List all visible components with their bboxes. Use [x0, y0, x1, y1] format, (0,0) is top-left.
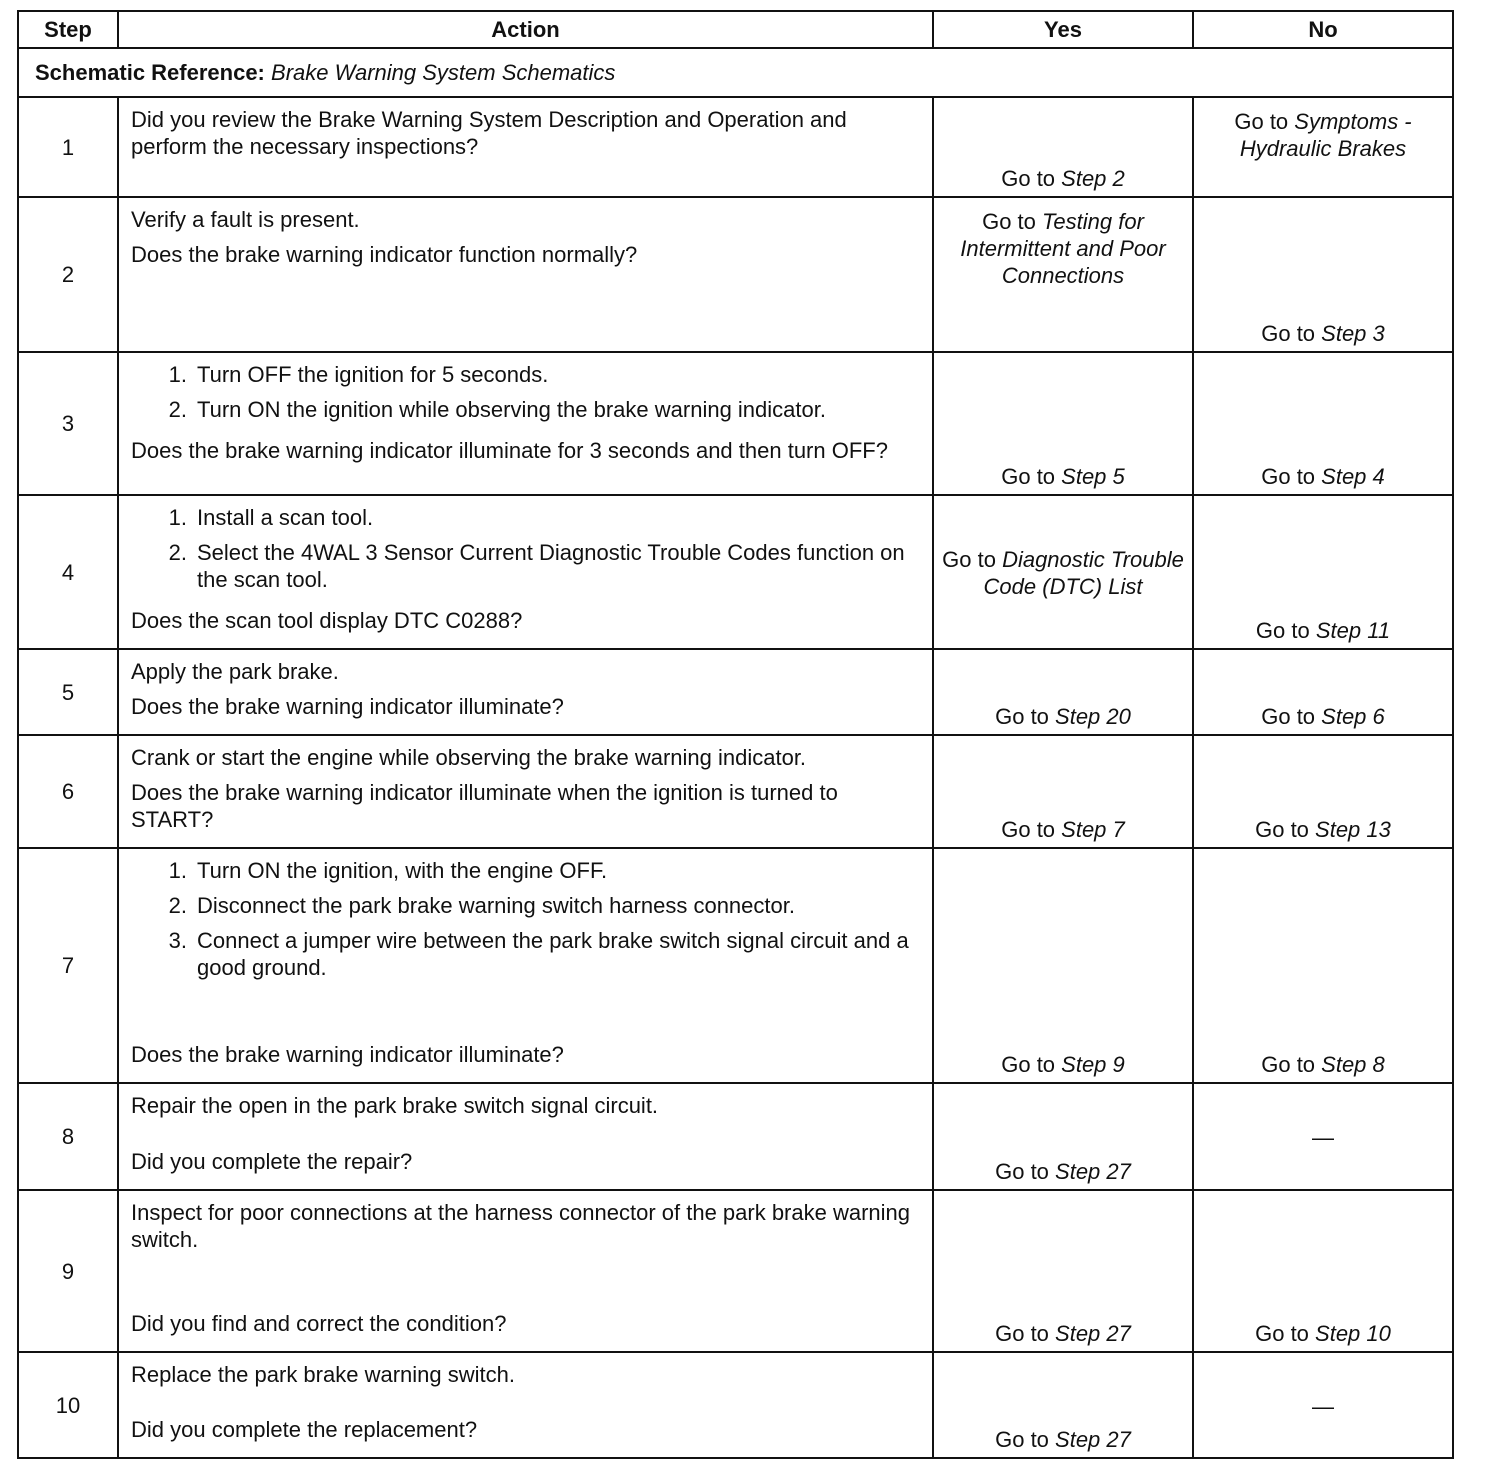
goto-link[interactable]: Diagnostic Trouble Code (DTC) List — [983, 547, 1184, 599]
yes-cell — [933, 495, 1193, 649]
step-number: 1 — [18, 97, 118, 197]
yes-result-text — [938, 546, 1188, 600]
action-step-text: Disconnect the park brake warning switch harness connector. — [197, 893, 795, 918]
no-result-text — [1198, 1320, 1448, 1347]
action-cell — [118, 848, 933, 1083]
action-text: Apply the park brake. — [131, 659, 339, 684]
no-cell — [1193, 197, 1453, 352]
yes-result[interactable] — [934, 98, 1192, 196]
goto-prefix: Go to — [1255, 618, 1316, 643]
yes-result[interactable] — [934, 1353, 1192, 1457]
step-number: 8 — [18, 1083, 118, 1190]
goto-prefix: Go to — [942, 547, 1003, 572]
goto-link[interactable]: Step 11 — [1315, 618, 1391, 643]
yes-result-text — [938, 208, 1188, 289]
table-row — [18, 1352, 1453, 1458]
goto-link[interactable]: Step 13 — [1315, 817, 1391, 842]
action-content — [119, 496, 932, 648]
action-text: Did you review the Brake Warning System Description and Operation and perform the necessary inspections? — [131, 107, 847, 159]
action-content — [119, 98, 932, 196]
step-number: 6 — [18, 735, 118, 848]
action-text: Inspect for poor connections at the harness connector of the park brake warning switch. — [131, 1200, 911, 1252]
yes-cell — [933, 735, 1193, 848]
action-content — [119, 1353, 932, 1457]
action-step — [131, 539, 922, 593]
schematic-link[interactable]: Brake Warning System Schematics — [271, 60, 616, 85]
yes-result-text — [938, 165, 1188, 192]
action-steps-list — [131, 857, 922, 989]
action-step-number: 1. — [168, 858, 187, 883]
no-result[interactable] — [1194, 496, 1452, 648]
action-content — [119, 736, 932, 847]
action-content — [119, 1084, 932, 1189]
yes-result-text — [938, 1320, 1188, 1347]
no-result — [1194, 1353, 1452, 1457]
goto-link[interactable]: Step 27 — [1055, 1427, 1131, 1452]
goto-link[interactable]: Step 5 — [1061, 464, 1125, 489]
action-content — [119, 650, 932, 734]
action-cell — [118, 1083, 933, 1190]
action-question: Did you complete the repair? — [131, 1149, 413, 1174]
action-step-text: Turn ON the ignition while observing the brake warning indicator. — [197, 397, 826, 422]
action-step — [131, 927, 922, 981]
table-row — [18, 1083, 1453, 1190]
step-number: 7 — [18, 848, 118, 1083]
yes-result-text — [938, 1426, 1188, 1453]
goto-prefix: Go to — [1255, 1321, 1316, 1346]
goto-prefix: Go to — [1261, 464, 1322, 489]
yes-result-text — [938, 463, 1188, 490]
goto-prefix: Go to — [1234, 109, 1295, 134]
action-cell — [118, 352, 933, 495]
goto-link[interactable]: Symptoms - Hydraulic Brakes — [1239, 109, 1412, 161]
header-no: No — [1193, 11, 1453, 48]
no-cell — [1193, 735, 1453, 848]
goto-prefix: Go to — [1255, 817, 1316, 842]
step-number: 10 — [18, 1352, 118, 1458]
goto-link[interactable]: Step 10 — [1315, 1321, 1391, 1346]
goto-prefix: Go to — [1001, 166, 1062, 191]
no-result — [1194, 1084, 1452, 1189]
action-question: Does the brake warning indicator illuminate for 3 seconds and then turn OFF? — [131, 438, 888, 463]
action-question: Does the brake warning indicator illuminate? — [131, 1042, 564, 1067]
no-result-text — [1198, 463, 1448, 490]
yes-result[interactable] — [934, 198, 1192, 351]
action-step-text: Select the 4WAL 3 Sensor Current Diagnostic Trouble Codes function on the scan tool. — [197, 540, 905, 592]
action-step-number: 1. — [168, 362, 187, 387]
action-content — [119, 849, 932, 1082]
action-text: Replace the park brake warning switch. — [131, 1362, 515, 1387]
goto-link[interactable]: Step 7 — [1061, 817, 1125, 842]
no-result[interactable] — [1194, 198, 1452, 351]
goto-link[interactable]: Testing for Intermittent and Poor Connections — [960, 209, 1166, 288]
action-step — [131, 361, 922, 388]
yes-cell — [933, 97, 1193, 197]
yes-cell — [933, 352, 1193, 495]
action-text: Does the brake warning indicator function normally? — [131, 242, 638, 267]
action-steps-list — [131, 504, 922, 601]
yes-result-text — [938, 1051, 1188, 1078]
goto-prefix: Go to — [1261, 704, 1322, 729]
no-result[interactable] — [1194, 1191, 1452, 1351]
goto-prefix: Go to — [1001, 817, 1062, 842]
header-step: Step — [18, 11, 118, 48]
schematic-reference-row — [18, 48, 1453, 97]
table-row — [18, 848, 1453, 1083]
yes-cell — [933, 649, 1193, 735]
table-row — [18, 495, 1453, 649]
no-result-text — [1198, 320, 1448, 347]
action-question: Does the brake warning indicator illuminate when the ignition is turned to START? — [131, 780, 838, 832]
action-cell — [118, 649, 933, 735]
action-text: Verify a fault is present. — [131, 207, 360, 232]
action-text: Repair the open in the park brake switch signal circuit. — [131, 1093, 659, 1118]
yes-cell — [933, 1083, 1193, 1190]
step-number: 3 — [18, 352, 118, 495]
table-row — [18, 97, 1453, 197]
action-content — [119, 353, 932, 494]
schematic-reference — [18, 48, 1453, 97]
goto-prefix: Go to — [995, 1427, 1056, 1452]
no-result[interactable] — [1194, 736, 1452, 847]
no-cell — [1193, 1190, 1453, 1352]
step-number: 5 — [18, 649, 118, 735]
yes-result[interactable] — [934, 496, 1192, 648]
yes-cell — [933, 1352, 1193, 1458]
diagnostic-table — [17, 10, 1454, 1459]
no-result-text — [1198, 816, 1448, 843]
no-result-text — [1198, 1124, 1448, 1151]
yes-result-text — [938, 1158, 1188, 1185]
action-cell — [118, 97, 933, 197]
yes-result-text — [938, 703, 1188, 730]
no-result-text — [1198, 703, 1448, 730]
action-step — [131, 504, 922, 531]
header-yes: Yes — [933, 11, 1193, 48]
goto-link[interactable]: Step 8 — [1321, 1052, 1385, 1077]
no-action-dash: — — [1312, 1125, 1334, 1150]
no-result-text — [1198, 617, 1448, 644]
yes-result[interactable] — [934, 736, 1192, 847]
goto-link[interactable]: Step 20 — [1055, 704, 1131, 729]
yes-cell — [933, 1190, 1193, 1352]
action-content — [119, 198, 932, 351]
yes-result[interactable] — [934, 849, 1192, 1082]
goto-prefix: Go to — [995, 704, 1056, 729]
goto-link[interactable]: Step 2 — [1061, 166, 1125, 191]
goto-link[interactable]: Step 6 — [1321, 704, 1385, 729]
table-row — [18, 197, 1453, 352]
yes-result[interactable] — [934, 1191, 1192, 1351]
goto-prefix: Go to — [1001, 1052, 1062, 1077]
goto-link[interactable]: Step 9 — [1061, 1052, 1125, 1077]
table-row — [18, 1190, 1453, 1352]
goto-link[interactable]: Step 27 — [1055, 1159, 1131, 1184]
action-cell — [118, 735, 933, 848]
action-step — [131, 857, 922, 884]
no-cell — [1193, 848, 1453, 1083]
no-cell — [1193, 352, 1453, 495]
no-result-text — [1198, 108, 1448, 162]
no-cell — [1193, 649, 1453, 735]
action-step — [131, 396, 922, 423]
header-row — [18, 11, 1453, 48]
action-step-number: 3. — [168, 928, 187, 953]
action-step-number: 2. — [168, 397, 187, 422]
no-result-text — [1198, 1051, 1448, 1078]
action-step-text: Install a scan tool. — [197, 505, 374, 530]
no-cell — [1193, 1083, 1453, 1190]
action-content — [119, 1191, 932, 1351]
goto-prefix: Go to — [995, 1321, 1056, 1346]
yes-result-text — [938, 816, 1188, 843]
goto-link[interactable]: Step 3 — [1321, 321, 1385, 346]
action-step — [131, 892, 922, 919]
step-number: 4 — [18, 495, 118, 649]
no-cell — [1193, 1352, 1453, 1458]
goto-prefix: Go to — [1261, 1052, 1322, 1077]
step-number: 2 — [18, 197, 118, 352]
yes-cell — [933, 197, 1193, 352]
header-action: Action — [118, 11, 933, 48]
action-cell — [118, 1352, 933, 1458]
action-step-text: Turn OFF the ignition for 5 seconds. — [197, 362, 549, 387]
table-row — [18, 735, 1453, 848]
no-cell — [1193, 97, 1453, 197]
yes-result[interactable] — [934, 650, 1192, 734]
action-step-text: Turn ON the ignition, with the engine OFF. — [197, 858, 608, 883]
action-cell — [118, 495, 933, 649]
yes-result[interactable] — [934, 1084, 1192, 1189]
no-result[interactable] — [1194, 650, 1452, 734]
step-number: 9 — [18, 1190, 118, 1352]
goto-prefix: Go to — [1001, 464, 1062, 489]
yes-result[interactable] — [934, 353, 1192, 494]
action-steps-list — [131, 361, 922, 431]
action-question: Does the scan tool display DTC C0288? — [131, 608, 523, 633]
action-step-number: 1. — [168, 505, 187, 530]
goto-link[interactable]: Step 4 — [1321, 464, 1385, 489]
action-step-number: 2. — [168, 893, 187, 918]
action-step-number: 2. — [168, 540, 187, 565]
goto-link[interactable]: Step 27 — [1055, 1321, 1131, 1346]
action-question: Did you find and correct the condition? — [131, 1311, 507, 1336]
action-cell — [118, 197, 933, 352]
action-cell — [118, 1190, 933, 1352]
table-row — [18, 649, 1453, 735]
schematic-label: Schematic Reference: — [35, 60, 265, 85]
no-result[interactable] — [1194, 849, 1452, 1082]
goto-prefix: Go to — [1261, 321, 1322, 346]
no-result[interactable] — [1194, 98, 1452, 196]
action-step-text: Connect a jumper wire between the park brake switch signal circuit and a good ground. — [197, 928, 909, 980]
action-question: Did you complete the replacement? — [131, 1417, 478, 1442]
action-question: Does the brake warning indicator illuminate? — [131, 694, 564, 719]
goto-prefix: Go to — [982, 209, 1042, 234]
no-cell — [1193, 495, 1453, 649]
goto-prefix: Go to — [995, 1159, 1056, 1184]
action-text: Crank or start the engine while observing the brake warning indicator. — [131, 745, 807, 770]
no-action-dash: — — [1312, 1393, 1334, 1419]
no-result-text — [1198, 1393, 1448, 1420]
table-row — [18, 352, 1453, 495]
no-result[interactable] — [1194, 353, 1452, 494]
yes-cell — [933, 848, 1193, 1083]
